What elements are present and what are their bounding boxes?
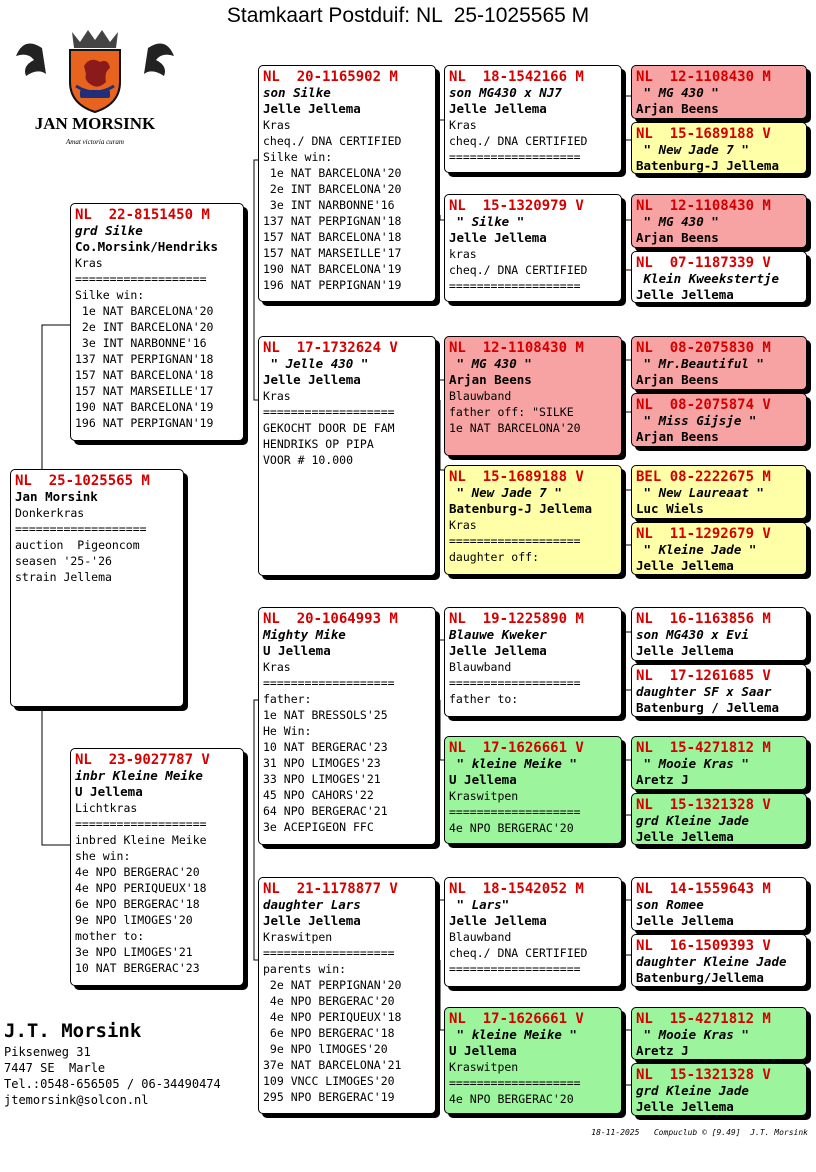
pigeon-card-gggp-4 [631, 251, 807, 303]
pigeon-name: " New Laureaat " [636, 485, 764, 500]
owner-name: U Jellema [449, 1043, 517, 1058]
ring-number: NL 15-4271812 M [636, 1011, 771, 1027]
pigeon-card-gggp-14 [631, 934, 807, 987]
pigeon-info-line: Kras [449, 118, 477, 132]
pigeon-card-ggp-1 [444, 65, 622, 173]
pigeon-name: daughter SF x Saar [636, 684, 772, 699]
pigeon-info-line: 31 NPO LIMOGES'23 [263, 756, 381, 770]
pigeon-info-line: auction Pigeoncom [15, 538, 140, 552]
pigeon-info-line: 6e NPO BERGERAC'18 [75, 897, 200, 911]
ring-number: NL 15-1320979 V [449, 198, 584, 214]
pigeon-name: " MG 430 " [636, 85, 719, 100]
pigeon-info-line: mother to: [75, 929, 145, 943]
owner-name: Jelle Jellema [263, 372, 361, 387]
ring-number: NL 15-4271812 M [636, 740, 771, 756]
breeder-phone: Tel.:0548-656505 / 06-34490474 [4, 1077, 221, 1091]
pigeon-name: " Miss Gijsje " [636, 413, 757, 428]
owner-name: Batenburg/Jellema [636, 970, 764, 985]
pigeon-info-line: Blauwband [449, 389, 512, 403]
pigeon-card-ggp-7 [444, 877, 622, 987]
pigeon-card-ggp-2 [444, 194, 622, 302]
pigeon-info-line: Kraswitpen [263, 930, 333, 944]
pigeon-info-line: kras [449, 247, 477, 261]
pigeon-info-line: 4e NPO BERGERAC'20 [449, 821, 574, 835]
pigeon-info-line: she win: [75, 849, 131, 863]
pigeon-info-line: 4e NPO PERIQUEUX'18 [263, 1010, 402, 1024]
ring-number: NL 14-1559643 M [636, 881, 771, 897]
pigeon-info-line: =================== [449, 962, 581, 976]
pigeon-info-line: =================== [449, 279, 581, 293]
owner-name: Jelle Jellema [636, 1099, 734, 1114]
pigeon-card-grandsire-maternal [258, 607, 436, 845]
pigeon-info-line: strain Jellema [15, 570, 112, 584]
owner-name: Jelle Jellema [263, 913, 361, 928]
owner-name: Jelle Jellema [636, 558, 734, 573]
pigeon-info-line: 2e INT BARCELONA'20 [263, 182, 402, 196]
pigeon-info-line: =================== [449, 805, 581, 819]
owner-name: Batenburg / Jellema [636, 700, 779, 715]
ring-number: NL 11-1292679 V [636, 526, 771, 542]
pigeon-info-line: cheq./ DNA CERTIFIED [449, 946, 588, 960]
ring-number: NL 25-1025565 M [15, 473, 150, 489]
pigeon-name: " New Jade 7 " [636, 142, 749, 157]
pigeon-info-line: Silke win: [263, 150, 333, 164]
pigeon-info-line: 196 NAT PERPIGNAN'19 [75, 416, 214, 430]
pigeon-info-line: =================== [449, 1076, 581, 1090]
ring-number: NL 08-2075830 M [636, 340, 771, 356]
pigeon-card-ggp-5 [444, 607, 622, 717]
owner-name: Arjan Beens [449, 372, 532, 387]
ring-number: NL 07-1187339 V [636, 255, 771, 271]
pigeon-name: inbr Kleine Meike [75, 768, 203, 783]
pigeon-card-gggp-10 [631, 664, 807, 717]
pigeon-name: " Jelle 430 " [263, 356, 369, 371]
owner-name: Jelle Jellema [636, 643, 734, 658]
pigeon-info-line: 3e ACEPIGEON FFC [263, 820, 374, 834]
pigeon-card-grandsire-paternal [258, 65, 436, 302]
owner-name: Batenburg-J Jellema [449, 501, 592, 516]
ring-number: NL 15-1321328 V [636, 1067, 771, 1083]
ring-number: NL 17-1626661 V [449, 740, 584, 756]
owner-name: Jan Morsink [15, 489, 98, 504]
pigeon-info-line: father: [263, 692, 312, 706]
ring-number: NL 12-1108430 M [636, 69, 771, 85]
pigeon-card-dam [70, 748, 244, 986]
pigeon-info-line: =================== [449, 534, 581, 548]
page-title: Stamkaart Postduif: NL 25-1025565 M [226, 4, 590, 27]
pigeon-info-line: 3e NPO LIMOGES'21 [75, 945, 193, 959]
ring-number: NL 15-1689188 V [636, 126, 771, 142]
ring-number: NL 20-1165902 M [263, 69, 398, 85]
pigeon-card-gggp-11 [631, 736, 807, 790]
pigeon-info-line: 4e NPO PERIQUEUX'18 [75, 881, 207, 895]
pigeon-name: " Kleine Jade " [636, 542, 757, 557]
pigeon-info-line: Blauwband [449, 930, 512, 944]
pigeon-card-gggp-8 [631, 522, 807, 575]
owner-name: Jelle Jellema [263, 101, 361, 116]
pigeon-card-gggp-13 [631, 877, 807, 931]
pigeon-card-gggp-3 [631, 194, 807, 248]
pigeon-info-line: 1e NAT BARCELONA'20 [75, 304, 214, 318]
pigeon-name: " Mooie Kras " [636, 756, 749, 771]
pigeon-name: son MG430 x NJ7 [449, 85, 562, 100]
pigeon-info-line: 37e NAT BARCELONA'21 [263, 1058, 402, 1072]
pigeon-info-line: 295 NPO BERGERAC'19 [263, 1090, 395, 1104]
pigeon-info-line: daughter off: [449, 550, 540, 564]
pigeon-card-gggp-2 [631, 122, 807, 174]
owner-name: Aretz J [636, 1043, 689, 1058]
pigeon-info-line: 157 NAT MARSEILLE'17 [263, 246, 402, 260]
pigeon-info-line: 10 NAT BERGERAC'23 [75, 961, 200, 975]
pigeon-info-line: 1e NAT BARCELONA'20 [263, 166, 402, 180]
ring-number: NL 21-1178877 V [263, 881, 398, 897]
pigeon-card-sire [70, 203, 244, 441]
pigeon-info-line: 3e INT NARBONNE'16 [75, 336, 207, 350]
pigeon-name: " Mr.Beautiful " [636, 356, 764, 371]
pigeon-info-line: 157 NAT MARSEILLE'17 [75, 384, 214, 398]
pigeon-info-line: 157 NAT BARCELONA'18 [75, 368, 214, 382]
owner-name: Jelle Jellema [449, 230, 547, 245]
pigeon-card-gggp-5 [631, 336, 807, 390]
pigeon-name: Klein Kweekstertje [636, 271, 779, 286]
pigeon-info-line: Kras [449, 518, 477, 532]
ring-number: NL 17-1626661 V [449, 1011, 584, 1027]
pigeon-card-gggp-12 [631, 793, 807, 845]
pigeon-info-line: father off: "SILKE [449, 405, 574, 419]
pigeon-name: " Silke " [449, 214, 525, 229]
logo-brand: JAN MORSINK [34, 114, 156, 133]
pigeon-info-line: father to: [449, 692, 519, 706]
pigeon-name: grd Silke [75, 223, 143, 238]
pigeon-info-line: 109 VNCC LIMOGES'20 [263, 1074, 395, 1088]
pigeon-info-line: Blauwband [449, 660, 512, 674]
pigeon-info-line: 4e NPO BERGERAC'20 [449, 1092, 574, 1106]
owner-name: Arjan Beens [636, 230, 719, 245]
pigeon-info-line: Silke win: [75, 288, 145, 302]
ring-number: NL 17-1261685 V [636, 668, 771, 684]
owner-name: Arjan Beens [636, 101, 719, 116]
owner-name: Batenburg-J Jellema [636, 158, 779, 173]
ring-number: NL 08-2075874 V [636, 397, 771, 413]
pigeon-name: son Romee [636, 897, 704, 912]
pigeon-card-gggp-6 [631, 393, 807, 447]
pigeon-info-line: 9e NPO lIMOGES'20 [75, 913, 193, 927]
pigeon-info-line: =================== [449, 150, 581, 164]
pigeon-info-line: 10 NAT BERGERAC'23 [263, 740, 388, 754]
pigeon-name: son MG430 x Evi [636, 627, 749, 642]
pigeon-card-gggp-16 [631, 1063, 807, 1116]
pigeon-info-line: 1e NAT BRESSOLS'25 [263, 708, 388, 722]
pigeon-name: grd Kleine Jade [636, 813, 749, 828]
pigeon-name: " MG 430 " [449, 356, 532, 371]
pigeon-info-line: Kras [75, 256, 103, 270]
pigeon-info-line: HENDRIKS OP PIPA [263, 437, 374, 451]
owner-name: Jelle Jellema [636, 913, 734, 928]
pigeon-name: Blauwe Kweker [449, 627, 547, 642]
pigeon-info-line: Kras [263, 389, 291, 403]
pigeon-info-line: Lichtkras [75, 801, 138, 815]
owner-name: Luc Wiels [636, 501, 704, 516]
pigeon-info-line: 137 NAT PERPIGNAN'18 [75, 352, 214, 366]
ring-number: NL 12-1108430 M [636, 198, 771, 214]
ring-number: NL 22-8151450 M [75, 207, 210, 223]
owner-name: Jelle Jellema [636, 287, 734, 302]
pigeon-info-line: =================== [449, 676, 581, 690]
pigeon-card-ggp-8 [444, 1007, 622, 1114]
pigeon-info-line: =================== [15, 522, 147, 536]
breeder-name: J.T. Morsink [4, 1020, 142, 1042]
pigeon-info-line: =================== [75, 272, 207, 286]
pigeon-info-line: 2e NAT PERPIGNAN'20 [263, 978, 402, 992]
pigeon-card-gggp-1 [631, 65, 807, 119]
pigeon-info-line: seasen '25-'26 [15, 554, 112, 568]
ring-number: NL 20-1064993 M [263, 611, 398, 627]
ring-number: NL 15-1689188 V [449, 469, 584, 485]
breeder-city: 7447 SE Marle [4, 1061, 106, 1075]
owner-name: Jelle Jellema [449, 101, 547, 116]
pigeon-info-line: =================== [263, 676, 395, 690]
owner-name: Co.Morsink/Hendriks [75, 239, 218, 254]
owner-name: U Jellema [75, 784, 143, 799]
ring-number: BEL 08-2222675 M [636, 469, 771, 485]
pigeon-name: " New Jade 7 " [449, 485, 562, 500]
pigeon-info-line: 9e NPO lIMOGES'20 [263, 1042, 388, 1056]
owner-name: Arjan Beens [636, 429, 719, 444]
owner-name: Aretz J [636, 772, 689, 787]
pigeon-info-line: 64 NPO BERGERAC'21 [263, 804, 388, 818]
pigeon-info-line: GEKOCHT DOOR DE FAM [263, 421, 395, 435]
pigeon-info-line: 190 NAT BARCELONA'19 [263, 262, 402, 276]
pigeon-info-line: 137 NAT PERPIGNAN'18 [263, 214, 402, 228]
pigeon-info-line: 157 NAT BARCELONA'18 [263, 230, 402, 244]
owner-name: Arjan Beens [636, 372, 719, 387]
pigeon-info-line: 4e NPO BERGERAC'20 [75, 865, 200, 879]
owner-name: Jelle Jellema [449, 643, 547, 658]
pigeon-info-line: cheq./ DNA CERTIFIED [449, 263, 588, 277]
jan-morsink-logo [14, 26, 176, 150]
pigeon-name: daughter Kleine Jade [636, 954, 787, 969]
pigeon-info-line: 6e NPO BERGERAC'18 [263, 1026, 395, 1040]
ring-number: NL 19-1225890 M [449, 611, 584, 627]
pigeon-card-ggp-3 [444, 336, 622, 456]
pigeon-name: " MG 430 " [636, 214, 719, 229]
pigeon-info-line: 196 NAT PERPIGNAN'19 [263, 278, 402, 292]
footer-credit: 18-11-2025 Compuclub © [9.49] J.T. Morsink [591, 1128, 808, 1137]
pigeon-name: " Mooie Kras " [636, 1027, 749, 1042]
pigeon-card-gggp-15 [631, 1007, 807, 1060]
pigeon-info-line: =================== [263, 946, 395, 960]
pigeon-info-line: Kraswitpen [449, 789, 519, 803]
logo-motto: Amat victoria curam [66, 138, 124, 146]
pigeon-info-line: inbred Kleine Meike [75, 833, 207, 847]
owner-name: U Jellema [263, 643, 331, 658]
pigeon-info-line: 33 NPO LIMOGES'21 [263, 772, 381, 786]
ring-number: NL 17-1732624 V [263, 340, 398, 356]
pigeon-info-line: =================== [75, 817, 207, 831]
breeder-contact [4, 1018, 221, 1108]
pigeon-info-line: He Win: [263, 724, 312, 738]
pigeon-info-line: 45 NPO CAHORS'22 [263, 788, 374, 802]
pigeon-info-line: 1e NAT BARCELONA'20 [449, 421, 581, 435]
pigeon-info-line: cheq./ DNA CERTIFIED [263, 134, 402, 148]
pigeon-info-line: Kras [263, 118, 291, 132]
ring-number: NL 16-1163856 M [636, 611, 771, 627]
pigeon-name: son Silke [263, 85, 331, 100]
ring-number: NL 23-9027787 V [75, 752, 210, 768]
pigeon-info-line: Kraswitpen [449, 1060, 519, 1074]
ring-number: NL 16-1509393 V [636, 938, 771, 954]
pigeon-info-line: 3e INT NARBONNE'16 [263, 198, 395, 212]
pigeon-name: daughter Lars [263, 897, 361, 912]
pigeon-info-line: VOOR # 10.000 [263, 453, 354, 467]
owner-name: U Jellema [449, 772, 517, 787]
ring-number: NL 15-1321328 V [636, 797, 771, 813]
pigeon-info-line: 2e INT BARCELONA'20 [75, 320, 214, 334]
pigeon-name: Mighty Mike [263, 627, 346, 642]
pigeon-name: " kleine Meike " [449, 1027, 577, 1042]
pigeon-card-gggp-9 [631, 607, 807, 661]
pigeon-info-line: parents win: [263, 962, 347, 976]
pigeon-info-line: =================== [263, 405, 395, 419]
pigeon-name: grd Kleine Jade [636, 1083, 749, 1098]
pigeon-info-line: 4e NPO BERGERAC'20 [263, 994, 395, 1008]
pigeon-card-granddam-maternal [258, 877, 436, 1114]
owner-name: Jelle Jellema [636, 829, 734, 844]
breeder-email[interactable]: jtemorsink@solcon.nl [4, 1093, 149, 1107]
ring-number: NL 18-1542166 M [449, 69, 584, 85]
ring-number: NL 12-1108430 M [449, 340, 584, 356]
pigeon-card-gggp-7 [631, 465, 807, 519]
pigeon-card-granddam-paternal [258, 336, 436, 576]
ring-number: NL 18-1542052 M [449, 881, 584, 897]
pigeon-card-ggp-4 [444, 465, 622, 575]
pigeon-name: " kleine Meike " [449, 756, 577, 771]
pigeon-info-line: Kras [263, 660, 291, 674]
owner-name: Jelle Jellema [449, 913, 547, 928]
pigeon-card-ggp-6 [444, 736, 622, 844]
pigeon-name: " Lars" [449, 897, 510, 912]
pigeon-info-line: Donkerkras [15, 506, 85, 520]
pigeon-card-subject [10, 469, 184, 707]
pigeon-info-line: cheq./ DNA CERTIFIED [449, 134, 588, 148]
breeder-address: Piksenweg 31 [4, 1045, 91, 1059]
pigeon-info-line: 190 NAT BARCELONA'19 [75, 400, 214, 414]
